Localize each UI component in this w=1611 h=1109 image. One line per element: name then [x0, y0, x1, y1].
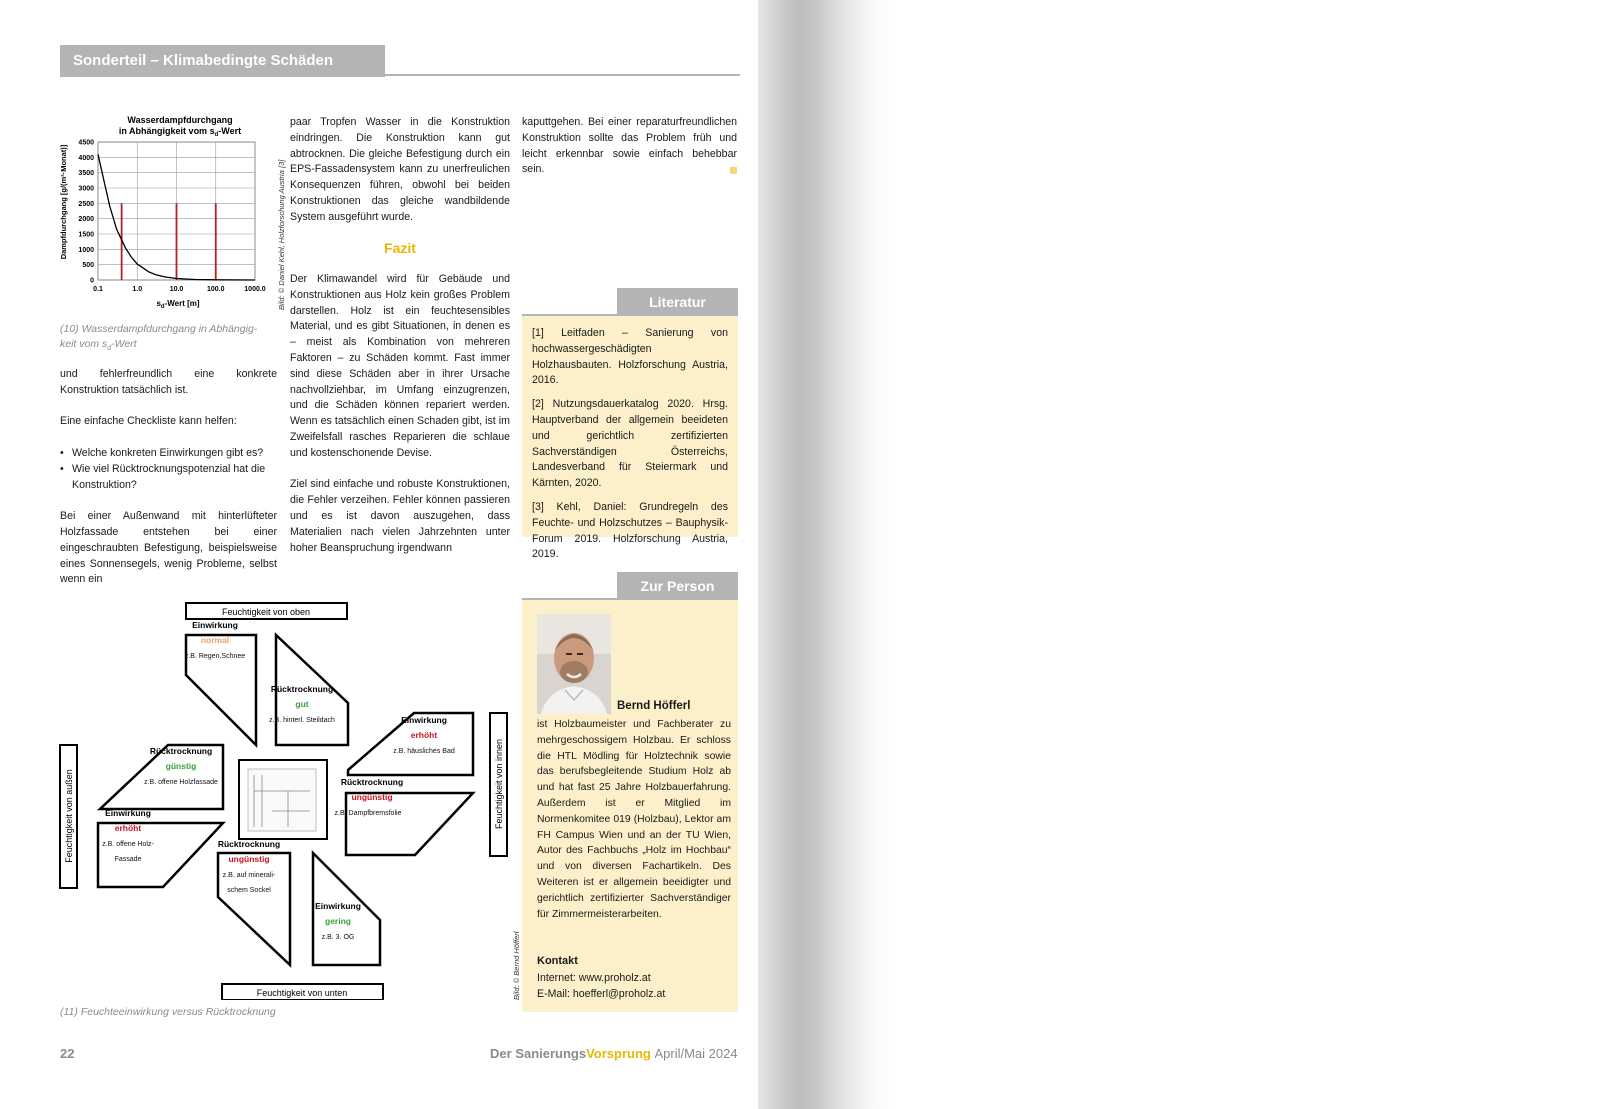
- list-item: • Wie viel Rücktrocknungspotenzial hat die Konstruktion?: [60, 462, 266, 491]
- x-tick-label: 1000.0: [244, 286, 266, 293]
- y-tick-label: 1500: [78, 231, 94, 239]
- shape-example: z.B. 3. OG: [321, 934, 355, 941]
- y-tick-label: 4000: [78, 154, 94, 162]
- section-header: Sonderteil – Klimabedingte Schäden: [60, 45, 385, 77]
- paragraph: und fehlerfreundlich eine konkrete Konstruktion tatsächlich ist.: [60, 368, 277, 396]
- shape-level: günstig: [165, 761, 197, 771]
- y-tick-label: 0: [90, 277, 94, 285]
- chart-caption: (10) Wasserdampfdurchgang in Abhängig- keit vom $s_d$-Wert: [60, 323, 258, 353]
- paragraph: Der Klimawandel wird für Gebäude und Konstruktionen aus Holz kein großes Problem darstellen. Holz ist ein feuchtesensibles Material, und es gibt Situationen, in denen es – meist als Kombination von mehreren Faktoren – zu Schäden kommt. Fast immer sind diese Schäden aber in ihrer Ursache nachvollziehbar, im Umfang einzugrenzen, und die Schäden können repariert werden. Wenn es tatsächlich einen Schaden gibt, ist im Zweifelsfall rasches Reparieren die schlaue und kostenschonende Devise.: [290, 273, 510, 459]
- chart-title: Wasserdampfdurchgang: [127, 115, 233, 125]
- person-heading: Zur Person: [617, 572, 738, 600]
- shape-title: Einwirkung: [401, 715, 447, 725]
- label-top: Feuchtigkeit von oben: [221, 607, 311, 617]
- diagram-credit: Bild: © Bernd Höfferl: [512, 931, 521, 1000]
- shape-title: Einwirkung: [315, 901, 361, 911]
- end-mark: [730, 167, 737, 174]
- x-tick-label: 10.0: [169, 286, 184, 293]
- shape-title: Rücktrocknung: [340, 777, 404, 787]
- y-tick-label: 500: [82, 262, 94, 270]
- chart-x-label: $s_d$-Wert [m]: [156, 299, 200, 310]
- literatur-box: [522, 316, 738, 561]
- shape-level: normal: [200, 635, 230, 645]
- author-bio: ist Holzbaumeister und Fachberater zu mehrgeschossigem Holzbau. Er schloss die HTL Mödling für Holztechnik sowie das berufsbegleitende Studium Holz ab und hat fast 25 Jahre Holzbauerfahrung. Außerdem ist er Mitglied im Normenkomitee 019 (Holzbau), Lektor am FH Campus Wien und an der TU Wien, Autor des Fachbuchs „Holz im Hochbau“ und von diversen Fachartikeln. Des Weiteren ist er allgemein beeidigter und gerichtlich zertifizierter Sachverständiger für Zimmermeisterarbeiten.: [537, 719, 731, 920]
- fazit-heading: Fazit: [384, 240, 416, 256]
- shape-level: ungünstig: [228, 854, 270, 864]
- shape-example: z.B. Regen,Schnee: [184, 653, 246, 660]
- magazine-page: [0, 0, 758, 1109]
- header-rule: [385, 74, 740, 76]
- shape-level: erhöht: [410, 730, 438, 740]
- shape-title: Einwirkung: [105, 808, 151, 818]
- author-name: Bernd Höfferl: [617, 700, 691, 712]
- chart-y-label: Dampfdurchgang [g/(m²·Monat)]: [59, 144, 68, 260]
- column-3: [522, 115, 737, 194]
- column-2: [290, 115, 510, 241]
- literature-item: [3] Kehl, Daniel: Grundregeln des Feuchte- und Holzschutzes – Bauphysik-Forum 2019. Holzforschung Austria, 2019.: [532, 500, 728, 561]
- shape-level: erhöht: [114, 823, 142, 833]
- contact-heading: Kontakt: [537, 955, 578, 967]
- chart-x-ticks: [93, 286, 266, 293]
- x-tick-label: 100.0: [206, 286, 225, 293]
- contact-internet: Internet: www.proholz.at: [537, 972, 651, 984]
- chart-subtitle: in Abhängigkeit vom $s_d$-Wert: [118, 126, 242, 138]
- magazine-name: Der SanierungsVorsprung April/Mai 2024: [490, 1046, 738, 1061]
- shape-example: z.B. auf minerali-: [222, 872, 276, 879]
- paragraph: kaputtgehen. Bei einer reparaturfreundlichen Konstruktion sollte das Problem früh und leicht erkennbar sowie einfach behebbar sein.: [522, 116, 737, 176]
- facing-page-blank: [758, 0, 1611, 1109]
- column-2-continued: [290, 272, 510, 572]
- shape-example: z.B. Dampfbremsfolie: [334, 810, 402, 817]
- shape-example: z.B. offene Holzfassade: [144, 779, 218, 786]
- shape-level: gering: [325, 916, 351, 926]
- shape-example: z.B. häusliches Bad: [393, 748, 455, 755]
- shape-title: Rücktrocknung: [270, 684, 334, 694]
- moisture-diagram: [58, 595, 510, 1000]
- shape-level: ungünstig: [351, 792, 393, 802]
- y-tick-label: 3000: [78, 185, 94, 193]
- list-item: • Welche konkreten Einwirkungen gibt es?: [60, 446, 264, 459]
- paragraph: Eine einfache Checkliste kann helfen:: [60, 415, 237, 428]
- shape-example: Fassade: [114, 856, 142, 863]
- shape-title: Einwirkung: [192, 620, 238, 630]
- column-1: [60, 367, 277, 604]
- shape-example: z.B. offene Holz-: [102, 841, 154, 848]
- y-tick-label: 2000: [78, 216, 94, 224]
- shape-title: Rücktrocknung: [149, 746, 213, 756]
- literature-item: [1] Leitfaden – Sanierung von hochwassergeschädigten Holzhausbauten. Holzforschung Austria, 2016.: [532, 327, 728, 387]
- shape-level: gut: [295, 699, 309, 709]
- y-tick-label: 4500: [78, 139, 94, 147]
- y-tick-label: 1000: [78, 246, 94, 254]
- y-tick-label: 3500: [78, 170, 94, 178]
- literature-item: [2] Nutzungsdauerkatalog 2020. Hrsg. Hauptverband der allgemein beeideten und gerichtlich zertifizierten Sachverständigen Österreichs, Landesverband für Steiermark und Kärnten, 2020.: [532, 398, 728, 490]
- checklist: [60, 446, 277, 493]
- label-left: Feuchtigkeit von außen: [64, 769, 74, 863]
- paragraph: paar Tropfen Wasser in die Konstruktion eindringen. Die Konstruktion kann gut abtrocknen. Die gleiche Befestigung durch ein EPS-Fassadensystem kann zu unerfreulichen Konsequenzen führen, obwohl bei beiden Konstruktionen das gleiche wandbildende System ausgeführt wurde.: [290, 116, 510, 223]
- label-bottom: Feuchtigkeit von unten: [256, 988, 348, 998]
- y-tick-label: 2500: [78, 200, 94, 208]
- label-right: Feuchtigkeit von innen: [494, 738, 504, 830]
- paragraph: Bei einer Außenwand mit hinterlüfteter Holzfassade entstehen bei einer eingeschraubten Befestigung, beispielsweise eines Sonnensegels, wenig Probleme, selbst wenn ein: [60, 510, 277, 586]
- contact-email: E-Mail: hoefferl@proholz.at: [537, 988, 666, 1000]
- page-number: 22: [60, 1046, 75, 1061]
- author-photo: [537, 614, 611, 714]
- x-tick-label: 0.1: [93, 286, 103, 293]
- paragraph: Ziel sind einfache und robuste Konstruktionen, die Fehler verzeihen. Fehler können passieren und es ist davon auszugehen, dass Materialien nach vielen Jahrzehnten unter hoher Beanspruchung irgendwann: [290, 478, 510, 554]
- literatur-heading: Literatur: [617, 288, 738, 316]
- x-tick-label: 1.0: [132, 286, 143, 293]
- diagram-caption: (11) Feuchteeinwirkung versus Rücktrocknung: [60, 1006, 276, 1018]
- chart-y-ticks: [78, 140, 94, 285]
- portrait-image: [537, 614, 611, 714]
- shape-example: schem Sockel: [227, 887, 271, 894]
- shape-example: z.B. hinterl. Steildach: [269, 717, 335, 724]
- shape-title: Rücktrocknung: [217, 839, 281, 849]
- chart-credit: Bild: © Daniel Kehl, Holzforschung Austria [3]: [277, 159, 286, 310]
- water-vapor-chart: [58, 112, 280, 317]
